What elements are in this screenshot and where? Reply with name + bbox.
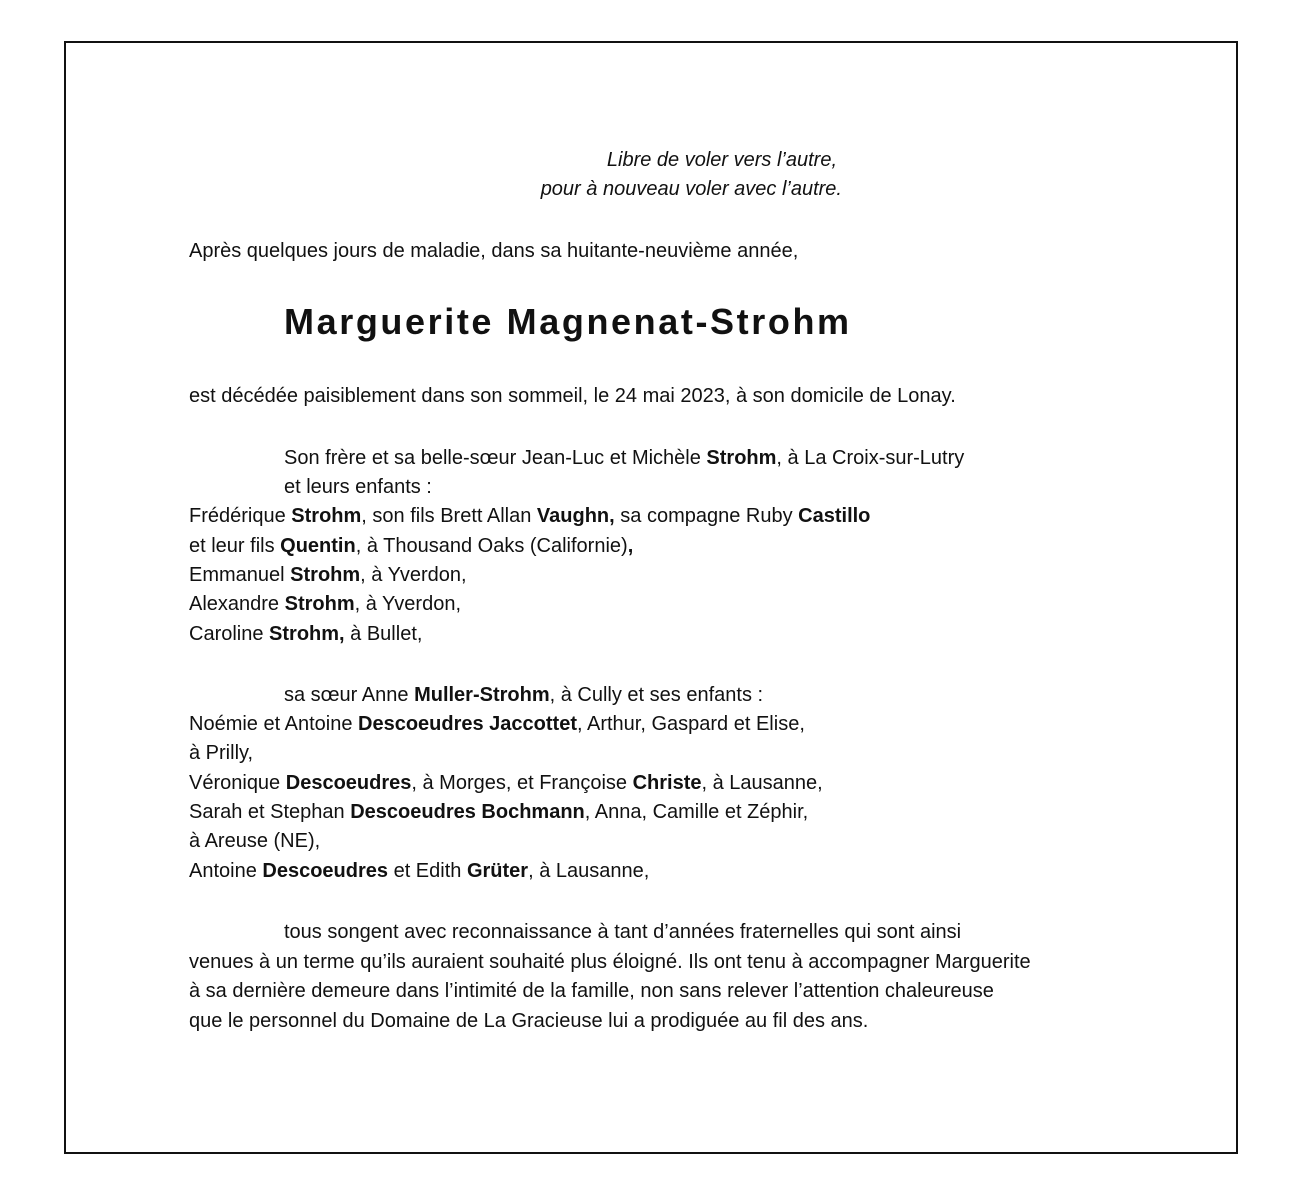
- brother-line-4: et leur fils Quentin, à Thousand Oaks (Californie),: [189, 535, 634, 557]
- epigraph-line-1: Libre de voler vers l’autre,: [606, 149, 837, 171]
- sister-line-7: Antoine Descoeudres et Edith Grüter, à Lausanne,: [189, 860, 650, 882]
- closing-line-1: tous songent avec reconnaissance à tant d’années fraternelles qui sont ainsi: [284, 921, 962, 943]
- epigraph-line-2: pour à nouveau voler avec l’autre.: [540, 178, 842, 200]
- sister-line-1: sa sœur Anne Muller-Strohm, à Cully et ses enfants :: [284, 684, 764, 706]
- brother-line-6: Alexandre Strohm, à Yverdon,: [189, 593, 462, 615]
- deceased-name: Marguerite Magnenat-Strohm: [284, 301, 852, 342]
- sister-line-2: Noémie et Antoine Descoeudres Jaccottet, Arthur, Gaspard et Elise,: [189, 713, 805, 735]
- brother-line-5: Emmanuel Strohm, à Yverdon,: [189, 564, 467, 586]
- brother-line-7: Caroline Strohm, à Bullet,: [189, 623, 423, 645]
- sister-line-3: à Prilly,: [189, 742, 254, 764]
- closing-line-2: venues à un terme qu’ils auraient souhaité plus éloigné. Ils ont tenu à accompagner Marguerite: [189, 951, 1031, 973]
- sister-line-4: Véronique Descoeudres, à Morges, et Françoise Christe, à Lausanne,: [189, 772, 823, 794]
- intro-text: Après quelques jours de maladie, dans sa huitante-neuvième année,: [189, 240, 799, 262]
- closing-line-3: à sa dernière demeure dans l’intimité de la famille, non sans relever l’attention chaleureuse: [189, 980, 994, 1002]
- closing-line-4: que le personnel du Domaine de La Gracieuse lui a prodiguée au fil des ans.: [189, 1010, 869, 1032]
- sister-line-6: à Areuse (NE),: [189, 830, 321, 852]
- brother-line-2: et leurs enfants :: [284, 476, 432, 498]
- death-notice: est décédée paisiblement dans son sommeil, le 24 mai 2023, à son domicile de Lonay.: [189, 385, 956, 407]
- brother-line-3: Frédérique Strohm, son fils Brett Allan Vaughn, sa compagne Ruby Castillo: [189, 505, 871, 527]
- brother-line-1: Son frère et sa belle-sœur Jean-Luc et Michèle Strohm, à La Croix-sur-Lutry: [284, 447, 965, 469]
- sister-line-5: Sarah et Stephan Descoeudres Bochmann, Anna, Camille et Zéphir,: [189, 801, 809, 823]
